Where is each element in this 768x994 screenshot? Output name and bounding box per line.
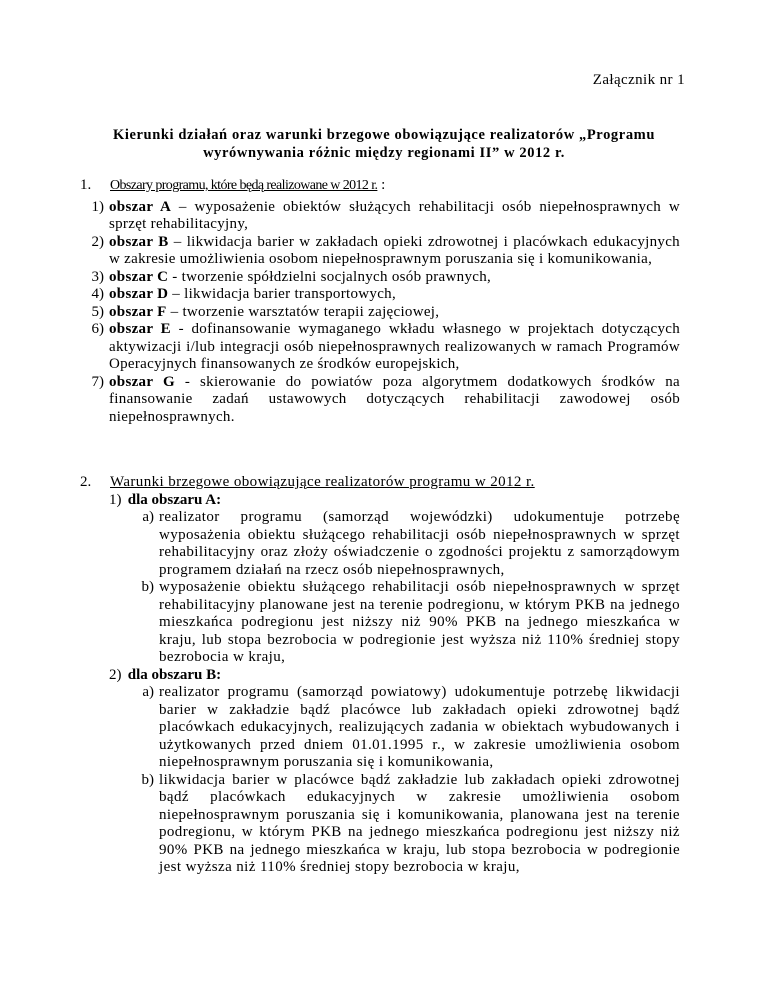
- item-text: [109, 269, 680, 287]
- group-heading: [80, 492, 680, 510]
- item-label: obszar C: [109, 268, 169, 285]
- item-description: – likwidacja barier w zakładach opieki zdrowotnej i placówkach edukacyjnych w zakresie umożliwienia osobom niepełnosprawnym poruszania się i komunikowania,: [109, 233, 680, 267]
- annex-label: Załącznik nr 1: [592, 72, 685, 88]
- item-number: 4): [91, 286, 104, 302]
- item-text: [109, 374, 680, 427]
- list-item: [80, 234, 680, 269]
- group-label: dla obszaru B:: [127, 666, 222, 683]
- section-number: 1.: [80, 177, 92, 193]
- item-description: - tworzenie spółdzielni socjalnych osób prawnych,: [168, 268, 492, 285]
- item-description: – likwidacja barier transportowych,: [168, 286, 397, 302]
- list-item: [80, 374, 680, 427]
- conditions-group-b: [80, 667, 680, 877]
- item-text: likwidacja barier w placówce bądź zakładzie lub zakładach opieki zdrowotnej bądź placówkach edukacyjnych w zakresie umożliwienia osobom niepełnosprawnym poruszania się i komunikowania, planowana jest na terenie podregionu, w którym PKB na jednego mieszkańca podregionu jest niższy niż 90% PKB na jednego mieszkańca w kraju, lub stopa bezrobocia w podregionie jest wyższa niż 110% średniej stopy bezrobocia w kraju,: [159, 771, 680, 875]
- section-title-suffix: :: [377, 177, 386, 193]
- item-description: – tworzenie warsztatów terapii zajęciowej,: [166, 303, 440, 320]
- section-title: Obszary programu, które będą realizowane w 2012 r.: [110, 178, 378, 193]
- item-number: 2): [91, 233, 104, 250]
- item-text: [109, 234, 680, 269]
- item-description: - skierowanie do powiatów poza algorytmem dodatkowych środków na finansowanie zadań ustawowych dotyczących rehabilitacji zawodowej osób niepełnosprawnych.: [109, 373, 680, 425]
- item-description: – wyposażenie obiektów służących rehabilitacji osób niepełnosprawnych w sprzęt rehabilitacyjny,: [109, 198, 680, 232]
- item-label: obszar F: [109, 303, 167, 320]
- list-item: [80, 286, 680, 304]
- list-item: [80, 772, 680, 877]
- list-item: [80, 199, 680, 234]
- list-item: [80, 684, 680, 772]
- item-description: - dofinansowanie wymaganego wkładu własnego w projektach dotyczących aktywizacji i/lub integracji osób niepełnosprawnych realizowanych w ramach Programów Operacyjnych finansowanych ze środków europejskich,: [109, 321, 680, 372]
- list-item: [80, 321, 680, 374]
- item-text: realizator programu (samorząd wojewódzki) udokumentuje potrzebę wyposażenia obiektu służącego rehabilitacji osób niepełnosprawnych w sprzęt rehabilitacyjny oraz złoży oświadczenie o zgodności projektu z samorządowym programem działań na rzecz osób niepełnosprawnych,: [159, 509, 680, 578]
- section-conditions: [80, 474, 680, 877]
- item-number: b): [141, 579, 154, 595]
- item-text: [109, 321, 680, 374]
- conditions-group-a: [80, 492, 680, 667]
- item-number: a): [142, 684, 154, 700]
- item-number: 7): [91, 373, 104, 390]
- section-title: Warunki brzegowe obowiązujące realizatorów programu w 2012 r.: [110, 474, 535, 490]
- group-label: dla obszaru A:: [127, 491, 222, 508]
- item-text: [109, 286, 680, 304]
- item-label: obszar E: [109, 321, 171, 337]
- list-item: [80, 304, 680, 322]
- list-item: [80, 579, 680, 667]
- item-label: obszar G: [109, 373, 175, 390]
- item-label: obszar A: [109, 198, 172, 215]
- section-heading: [80, 474, 680, 492]
- item-label: obszar D: [109, 286, 169, 302]
- item-number: a): [142, 509, 154, 525]
- list-item: [80, 509, 680, 579]
- item-text: [109, 199, 680, 234]
- item-text: [109, 304, 680, 322]
- group-heading: [80, 667, 680, 685]
- item-number: b): [141, 771, 154, 788]
- item-text: realizator programu (samorząd powiatowy) udokumentuje potrzebę likwidacji barier w zakładzie bądź placówce lub zakładach opieki zdrowotnej bądź placówkach edukacyjnych, realizujących zadania w obiektach wybudowanych i użytkowanych przed dniem 01.01.1995 r., w zakresie umożliwienia osobom niepełnosprawnym poruszania się i komunikowania,: [159, 684, 680, 770]
- group-number: 1): [109, 491, 122, 508]
- item-number: 3): [91, 268, 104, 285]
- item-number: 5): [91, 303, 104, 320]
- section-number: 2.: [80, 474, 92, 490]
- section-heading: [80, 177, 680, 195]
- group-number: 2): [109, 666, 122, 683]
- item-text: wyposażenie obiektu służącego rehabilitacji osób niepełnosprawnych w sprzęt rehabilitacyjny planowane jest na terenie podregionu, w którym PKB na jednego mieszkańca podregionu jest niższy niż 90% PKB na jednego mieszkańca w kraju, lub stopa bezrobocia w podregionie jest wyższa niż 110% średniej stopy bezrobocia w kraju,: [159, 579, 680, 665]
- item-label: obszar B: [109, 233, 169, 250]
- document-title: Kierunki działań oraz warunki brzegowe obowiązujące realizatorów „Programu wyrównywania różnic między regionami II” w 2012 r.: [112, 127, 656, 161]
- item-number: 6): [91, 321, 104, 337]
- list-item: [80, 269, 680, 287]
- section-areas: [80, 177, 680, 426]
- areas-list: [80, 199, 680, 427]
- item-number: 1): [91, 198, 104, 215]
